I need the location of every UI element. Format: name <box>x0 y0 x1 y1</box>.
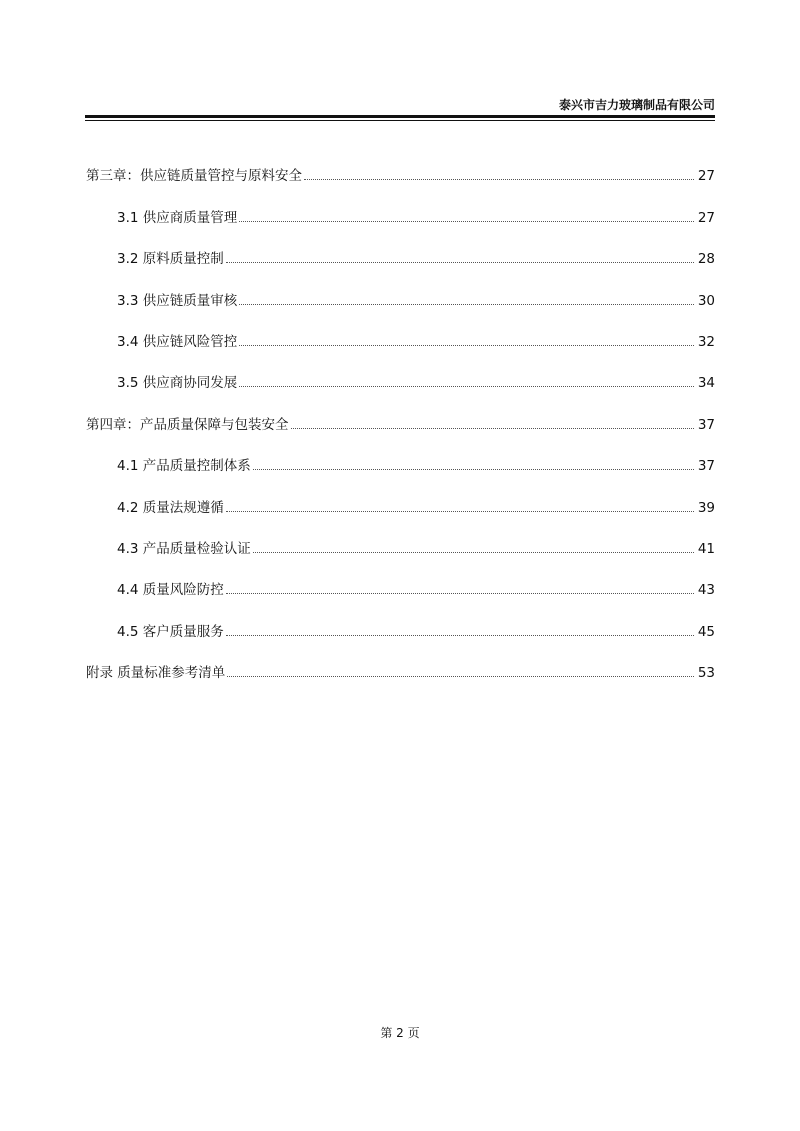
toc-leader-dots <box>226 262 694 263</box>
company-name: 泰兴市吉力玻璃制品有限公司 <box>558 98 715 112</box>
toc-entry-title: 4.5 客户质量服务 <box>117 623 224 640</box>
toc-entry-page: 37 <box>697 458 715 475</box>
toc-entry-page: 34 <box>697 375 715 392</box>
toc-leader-dots <box>226 635 694 636</box>
toc-entry[interactable] <box>86 652 715 693</box>
toc-entry-title: 附录 质量标准参考清单 <box>86 665 226 682</box>
toc-entry-page: 30 <box>697 292 715 309</box>
toc-entry[interactable] <box>86 486 715 527</box>
toc-entry-title: 第四章：产品质量保障与包装安全 <box>86 416 289 433</box>
toc-entry[interactable] <box>86 279 715 320</box>
toc-entry-page: 45 <box>697 623 715 640</box>
toc-entry[interactable] <box>86 445 715 486</box>
toc-entry-page: 43 <box>697 582 715 599</box>
toc-entry-title: 4.2 质量法规遵循 <box>117 499 224 516</box>
toc-entry-title: 第三章：供应链质量管控与原料安全 <box>86 168 302 185</box>
toc-entry-title: 3.4 供应链风险管控 <box>117 333 238 350</box>
toc-leader-dots <box>226 593 694 594</box>
header-rule-thin <box>85 120 715 121</box>
toc-entry-title: 3.3 供应链质量审核 <box>117 292 238 309</box>
toc-leader-dots <box>239 304 694 305</box>
header-rule-thick <box>85 115 715 118</box>
table-of-contents <box>86 155 715 693</box>
toc-leader-dots <box>239 345 694 346</box>
toc-leader-dots <box>227 676 694 677</box>
toc-entry[interactable] <box>86 528 715 569</box>
toc-entry[interactable] <box>86 321 715 362</box>
toc-leader-dots <box>253 552 694 553</box>
toc-entry[interactable] <box>86 238 715 279</box>
toc-entry-page: 27 <box>697 168 715 185</box>
toc-entry-title: 4.4 质量风险防控 <box>117 582 224 599</box>
toc-entry[interactable] <box>86 196 715 237</box>
toc-entry[interactable] <box>86 362 715 403</box>
toc-leader-dots <box>304 179 694 180</box>
toc-entry[interactable] <box>86 610 715 651</box>
toc-entry-title: 3.5 供应商协同发展 <box>117 375 238 392</box>
page-number: 第 2 页 <box>380 1026 420 1040</box>
toc-entry-page: 39 <box>697 499 715 516</box>
toc-leader-dots <box>226 511 694 512</box>
toc-entry-page: 28 <box>697 251 715 268</box>
toc-entry-page: 37 <box>697 416 715 433</box>
toc-leader-dots <box>239 386 694 387</box>
toc-entry[interactable] <box>86 155 715 196</box>
toc-leader-dots <box>239 221 694 222</box>
toc-entry-page: 53 <box>697 665 715 682</box>
toc-entry-title: 4.3 产品质量检验认证 <box>117 540 251 557</box>
toc-entry[interactable] <box>86 569 715 610</box>
toc-entry-page: 41 <box>697 540 715 557</box>
toc-entry[interactable] <box>86 403 715 444</box>
toc-entry-title: 3.2 原料质量控制 <box>117 251 224 268</box>
toc-entry-title: 3.1 供应商质量管理 <box>117 209 238 226</box>
toc-leader-dots <box>253 469 694 470</box>
toc-entry-page: 27 <box>697 209 715 226</box>
toc-entry-title: 4.1 产品质量控制体系 <box>117 458 251 475</box>
toc-leader-dots <box>291 428 694 429</box>
toc-entry-page: 32 <box>697 333 715 350</box>
